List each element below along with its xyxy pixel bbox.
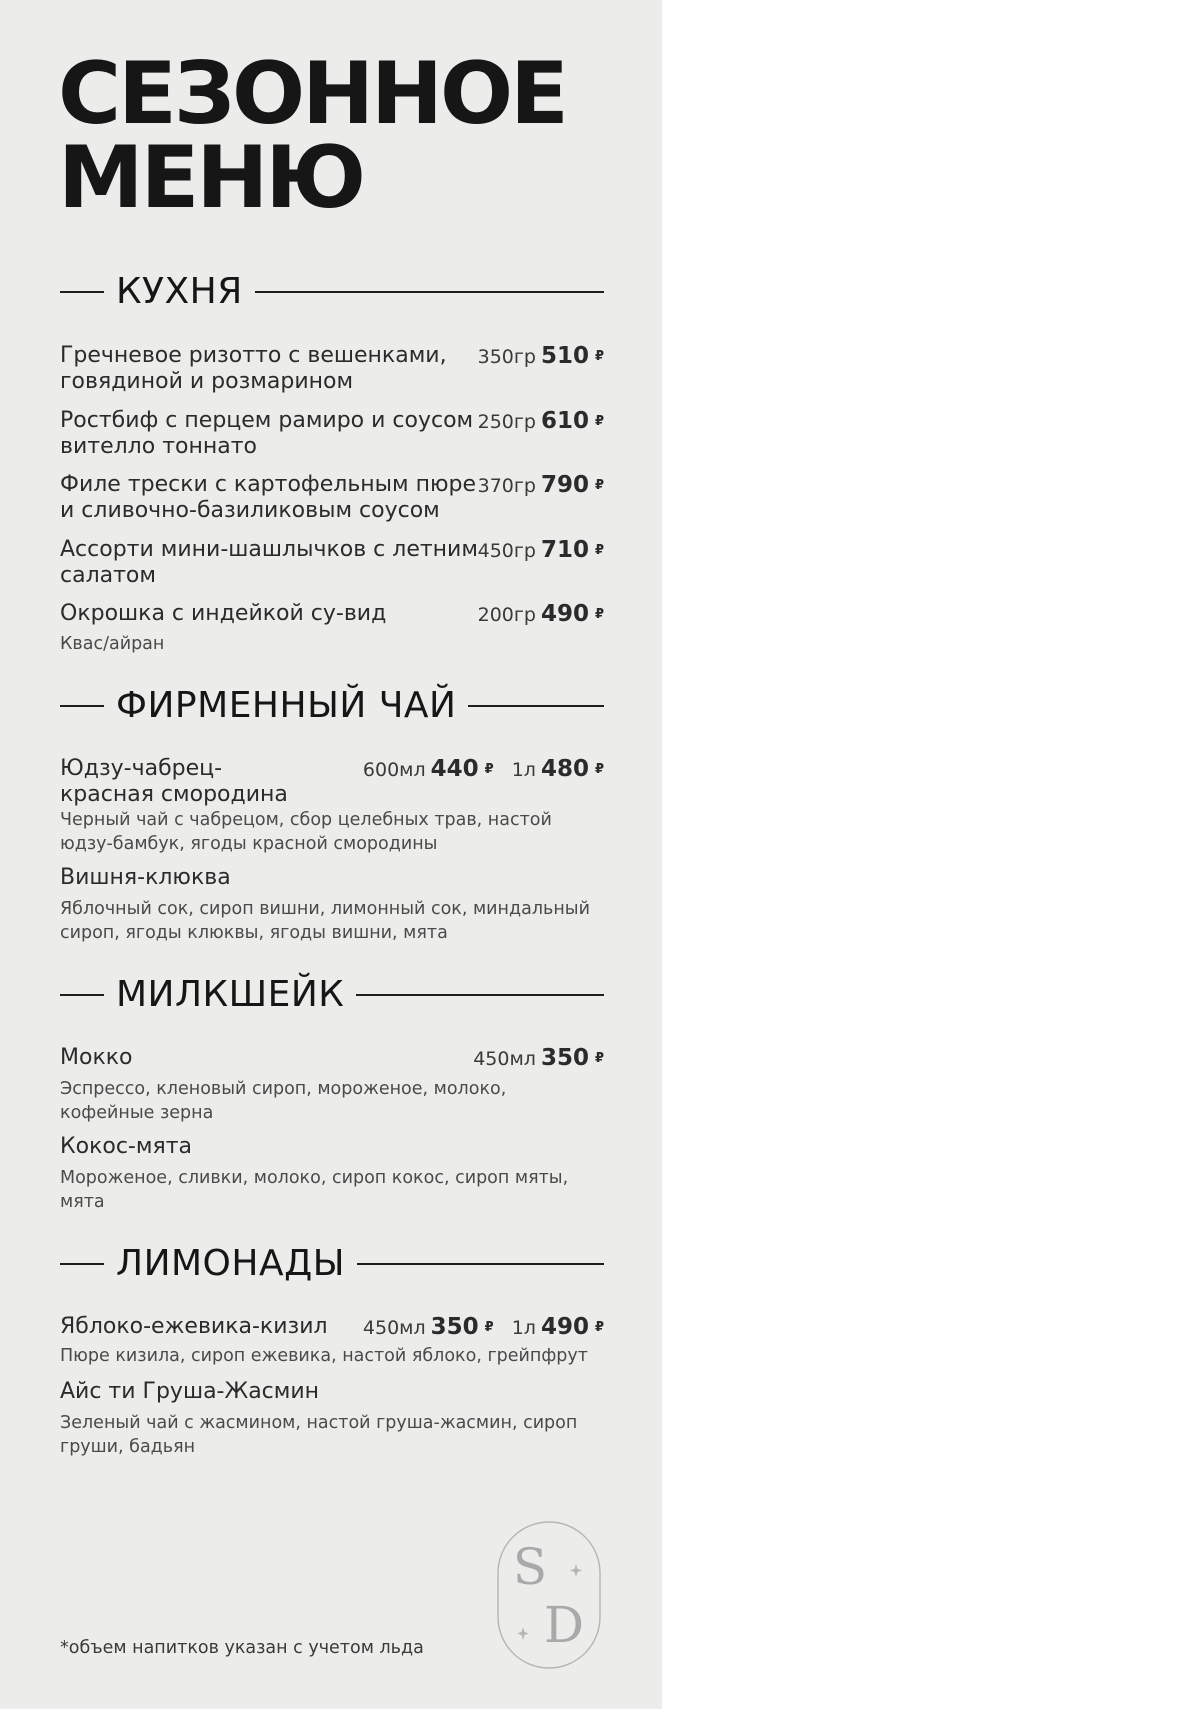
item-description: Пюре кизила, сироп ежевика, настой яблоко, грейпфрут [60, 1346, 588, 1366]
price-value: 490 [540, 601, 589, 627]
divider-line [357, 1263, 604, 1265]
ruble-icon: ₽ [594, 414, 604, 429]
item-description: Эспрессо, кленовый сироп, мороженое, молоко, кофейные зерна [60, 1079, 507, 1123]
item-price [460, 537, 604, 563]
section-title: ЛИМОНАДЫ [116, 1243, 345, 1284]
item-description: Мороженое, сливки, молоко, сироп кокос, сироп мяты, мята [60, 1168, 569, 1212]
sparkle-icon [517, 1627, 529, 1640]
ruble-icon: ₽ [484, 1320, 494, 1335]
section-title: ФИРМЕННЫЙ ЧАЙ [116, 685, 457, 726]
item-name: Вишня-клюква [60, 865, 231, 890]
section-header-milkshake [60, 973, 604, 1017]
item-price [460, 472, 604, 498]
logo-letter-d: D [543, 1596, 585, 1654]
item-name: Кокос-мята [60, 1134, 192, 1159]
price-value: 790 [540, 472, 589, 498]
footnote: *объем напитков указан с учетом льда [60, 1638, 424, 1658]
sparkle-icon [570, 1564, 582, 1577]
page-title [58, 44, 658, 228]
item-volume: 450мл [473, 1048, 536, 1070]
logo-letter-s: S [512, 1538, 548, 1596]
ruble-icon: ₽ [594, 1051, 604, 1066]
section-title: КУХНЯ [116, 271, 243, 312]
menu-item-mocha [60, 1045, 604, 1125]
item-name: Гречневое ризотто с вешенками, говядиной и розмарином [60, 343, 447, 394]
menu-item-shashlik-assorti [60, 537, 604, 589]
item-description: Черный чай с чабрецом, сбор целебных трав, настой юдзу-бамбук, ягоды красной смородины [60, 810, 552, 854]
divider-line [60, 994, 104, 996]
divider-line [60, 1263, 104, 1265]
ruble-icon: ₽ [594, 1320, 604, 1335]
item-volume: 200гр [477, 604, 536, 626]
menu-item-ice-tea-pear [60, 1379, 604, 1459]
item-volume: 370гр [477, 475, 536, 497]
item-volume: 1л [511, 759, 536, 781]
item-volume: 450гр [477, 540, 536, 562]
menu-item-coconut-mint [60, 1134, 604, 1214]
menu-item-cherry-cranberry [60, 865, 604, 945]
price-value: 710 [540, 537, 589, 563]
item-volume: 250гр [477, 411, 536, 433]
item-volume: 1л [511, 1317, 536, 1339]
menu-item-apple-blackberry [60, 1314, 604, 1368]
divider-line [60, 291, 104, 293]
item-price [460, 343, 604, 369]
ruble-icon: ₽ [594, 543, 604, 558]
section-header-tea [60, 684, 604, 728]
menu-item-buckwheat-risotto [60, 343, 604, 395]
title-line-1: СЕЗОННОЕ [58, 44, 566, 144]
menu-item-okroshka [60, 601, 604, 656]
section-header-lemonade [60, 1242, 604, 1286]
item-name: Айс ти Груша-Жасмин [60, 1379, 320, 1404]
divider-line [255, 291, 604, 293]
menu-item-roastbeef [60, 408, 604, 460]
item-description: Зеленый чай с жасмином, настой груша-жасмин, сироп груши, бадьян [60, 1413, 578, 1457]
item-description: Квас/айран [60, 634, 165, 654]
ruble-icon: ₽ [594, 607, 604, 622]
price-value: 510 [540, 343, 589, 369]
item-price [460, 408, 604, 434]
ruble-icon: ₽ [594, 349, 604, 364]
price-value: 610 [540, 408, 589, 434]
ruble-icon: ₽ [484, 762, 494, 777]
item-name: Ассорти мини-шашлычков с летним салатом [60, 537, 478, 588]
item-price [345, 756, 604, 782]
menu-item-yuzu-thyme [60, 756, 604, 856]
price-value: 350 [540, 1045, 589, 1071]
item-name: Яблоко-ежевика-кизил [60, 1314, 328, 1339]
ruble-icon: ₽ [594, 762, 604, 777]
divider-line [356, 994, 604, 996]
section-title: МИЛКШЕЙК [116, 974, 345, 1015]
item-price [345, 1314, 604, 1340]
section-header-kitchen [60, 270, 604, 314]
item-name: Окрошка с индейкой су-вид [60, 601, 387, 626]
item-price [460, 601, 604, 627]
item-price [455, 1045, 604, 1071]
item-description: Яблочный сок, сироп вишни, лимонный сок, миндальный сироп, ягоды клюквы, ягоды вишни, мята [60, 899, 590, 943]
item-name: Мокко [60, 1045, 133, 1070]
item-volume: 600мл [362, 759, 426, 781]
item-name: Филе трески с картофельным пюре и сливочно-базиликовым соусом [60, 472, 477, 523]
price-value: 490 [540, 1314, 589, 1340]
item-name: Юдзу-чабрец- красная смородина [60, 756, 288, 807]
price-value: 480 [540, 756, 589, 782]
sd-logo-icon [496, 1520, 602, 1670]
divider-line [60, 705, 104, 707]
item-volume: 450мл [362, 1317, 426, 1339]
ruble-icon: ₽ [594, 478, 604, 493]
price-value: 350 [430, 1314, 479, 1340]
menu-item-cod-fillet [60, 472, 604, 524]
price-value: 440 [430, 756, 479, 782]
item-name: Ростбиф с перцем рамиро и соусом вителло тоннато [60, 408, 474, 459]
item-volume: 350гр [477, 346, 536, 368]
title-line-2: МЕНЮ [58, 128, 364, 228]
divider-line [468, 705, 604, 707]
